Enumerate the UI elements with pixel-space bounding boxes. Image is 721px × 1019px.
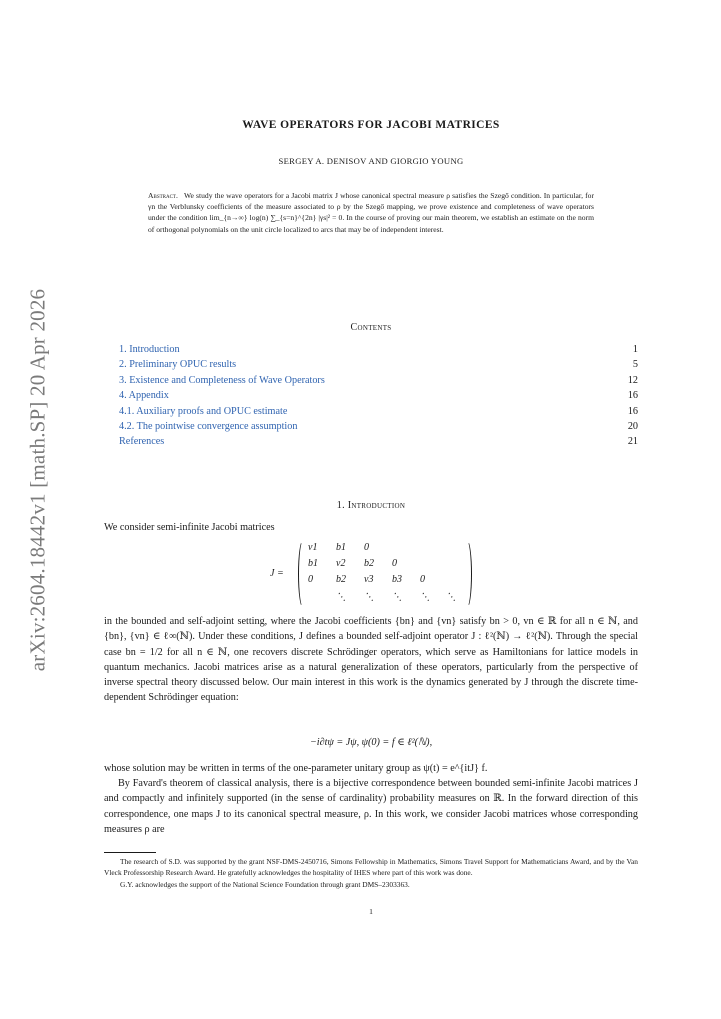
section-number: 1.	[336, 500, 345, 511]
toc-page: 1	[632, 344, 638, 355]
toc-link[interactable]: 1. Introduction	[119, 344, 180, 355]
page-number: 1	[369, 907, 373, 916]
toc-link[interactable]: 4.2. The pointwise convergence assumption	[119, 420, 298, 432]
toc-entry[interactable]	[119, 342, 638, 357]
toc-entry[interactable]	[119, 388, 638, 403]
matrix-label: J =	[270, 568, 284, 579]
matrix-cell: ⋱	[420, 592, 430, 603]
matrix-cell: b3	[392, 574, 402, 585]
jacobi-matrix	[270, 538, 480, 610]
matrix-cell: ⋱	[336, 592, 346, 603]
matrix-cell: ⋱	[392, 592, 402, 603]
toc-entry[interactable]	[119, 434, 638, 449]
paragraph-3: By Favard's theorem of classical analysis, there is a bijective correspondence between bounded semi-infinite Jacobi matrices J and compactly and infinitely supported (in the sense of cardinality) probability measures on ℝ. In the forward direction of this correspondence, one maps J to its canonical spectral measure, ρ. In this work, we consider Jacobi matrices whose corresponding measures ρ are	[104, 778, 638, 835]
footnotes	[104, 856, 638, 890]
toc-link[interactable]: 4. Appendix	[119, 390, 169, 402]
matrix-cell: v3	[364, 574, 374, 585]
matrix-cell: ⋱	[364, 592, 374, 603]
matrix-cell: ⋱	[446, 592, 456, 603]
matrix-cell: 0	[420, 574, 425, 585]
toc-entry[interactable]	[119, 419, 638, 434]
toc-link[interactable]: 2. Preliminary OPUC results	[119, 359, 237, 371]
toc-link[interactable]: 4.1. Auxiliary proofs and OPUC estimate	[119, 405, 288, 417]
toc-entry[interactable]	[119, 404, 638, 419]
arxiv-identifier: arXiv:2604.18442v1 [math.SP] 20 Apr 2026	[25, 288, 50, 672]
footnote: The research of S.D. was supported by the grant NSF-DMS-2450716, Simons Fellowship in Mathematics, Simons Travel Support for Mathematicians Award, and by the Van Vleck Professorship Research Award. He gratefully acknowledges the hospitality of IHES where part of this work was done.	[104, 857, 638, 878]
abstract	[148, 190, 594, 235]
matrix-cell: b2	[364, 558, 374, 569]
right-paren	[462, 540, 472, 608]
matrix-cell: 0	[392, 558, 397, 569]
paper-authors: SERGEY A. DENISOV AND GIORGIO YOUNG	[278, 156, 464, 166]
paragraph-2: whose solution may be written in terms of the one-parameter unitary group as ψ(t) = e^{itJ} f.	[104, 763, 488, 774]
toc-link[interactable]: References	[119, 436, 165, 448]
intro-line: We consider semi-infinite Jacobi matrices	[104, 522, 275, 533]
arxiv-sidebar-stamp	[18, 270, 58, 690]
matrix-cell: b1	[336, 542, 346, 553]
matrix-cell: 0	[364, 542, 369, 553]
paragraph-1: in the bounded and self-adjoint setting, where the Jacobi coefficients {bn} and {vn} satisfy bn > 0, vn ∈ ℝ for all n ∈ ℕ, and {bn}, {vn} ∈ ℓ∞(ℕ). Under these conditions, J defines a bounded self-adjoint operator J : ℓ²(ℕ) → ℓ²(ℕ). Through the special case bn = 1/2 for all n ∈ ℕ, one recovers discrete Schrödinger operators, which serve as Hamiltonians for lattice models in quantum mechanics. Jacobi matrices arise as a natural generalization of these operators, particularly from the perspective of inverse spectral theory discussed below. Our main interest in this work is the dynamics generated by J through the discrete time-dependent Schrödinger equation:	[104, 616, 638, 704]
left-paren	[298, 540, 308, 608]
footnote-rule	[104, 852, 156, 853]
footnote: G.Y. acknowledges the support of the National Science Foundation through grant DMS–2303363.	[120, 879, 410, 889]
matrix-cell: v1	[308, 542, 318, 553]
section-title: Introduction	[347, 500, 406, 511]
section-heading	[104, 500, 638, 511]
matrix-cell: 0	[308, 574, 313, 585]
matrix-cell: v2	[336, 558, 346, 569]
toc-page: 16	[627, 390, 638, 402]
table-of-contents	[119, 342, 638, 450]
toc-page: 16	[627, 405, 638, 417]
matrix-cell: b2	[336, 574, 346, 585]
toc-page: 21	[627, 436, 638, 448]
toc-page: 12	[627, 374, 638, 386]
toc-entry[interactable]	[119, 373, 638, 388]
toc-entry[interactable]	[119, 357, 638, 372]
paper-title: WAVE OPERATORS FOR JACOBI MATRICES	[242, 119, 500, 131]
matrix-cell: b1	[308, 558, 318, 569]
schrodinger-equation: −i∂tψ = Jψ, ψ(0) = f ∈ ℓ²(ℕ),	[309, 737, 433, 748]
contents-heading: Contents	[350, 322, 392, 333]
toc-page: 20	[627, 420, 638, 432]
abstract-label: Abstract.	[148, 191, 178, 200]
abstract-text: We study the wave operators for a Jacobi matrix J whose canonical spectral measure ρ satisfies the Szegő condition. In particular, for γn the Verblunsky coefficients of the measure associated to ρ by the Szegő mapping, we prove existence and completeness of wave operators under the condition lim_{n→∞} log(n) ∑_{s=n}^{2n} |γs|² = 0. In the course of proving our main theorem, we establish an estimate on the norm of orthogonal polynomials on the unit circle localized to arcs that may be of independent interest.	[148, 191, 594, 234]
toc-page: 5	[632, 359, 638, 371]
toc-link[interactable]: 3. Existence and Completeness of Wave Operators	[119, 374, 325, 386]
